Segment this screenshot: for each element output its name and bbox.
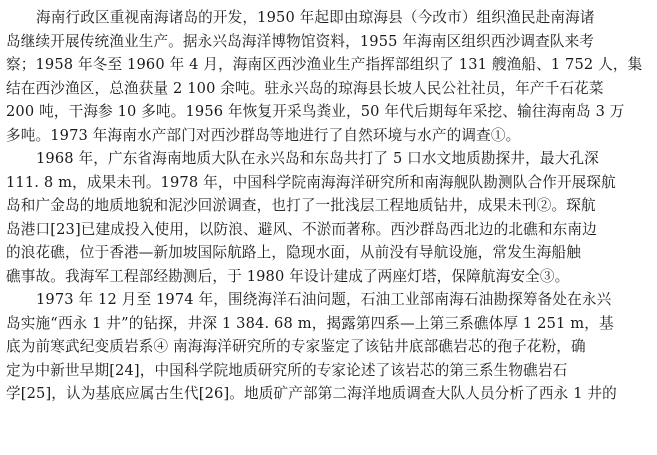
text-line: 111. 8 m，成果未刊。1978 年，中国科学院南海海洋研究所和南海舰队勘测队合作开展琛航 — [6, 173, 616, 191]
text-line: 岛实施“西永 1 井”的钻探，井深 1 384. 68 m，揭露第四系—上第三系礁体厚 1 251 m，基 — [6, 314, 614, 332]
text-line: 学[25]，认为基底应属古生代[26]。地质矿产部第二海洋地质调查大队人员分析了西永 1 井的 — [6, 385, 617, 402]
text-line: 1968 年，广东省海南地质大队在永兴岛和东岛共打了 5 口水文地质勘探井，最大孔深 — [36, 150, 599, 167]
text-line: 的浪花礁，位于香港—新加坡国际航路上，隐现水面，从前没有导航设施，常发生海船触 — [6, 244, 582, 261]
text-line: 200 吨，干海参 10 多吨。1956 年恢复开采鸟粪业，50 年代后期每年采挖、输往海南岛 3 万 — [6, 103, 625, 120]
text-line: 岛港口[23]已建成投入使用，以防浪、避风、不淤而著称。西沙群岛西北边的北礁和东南边 — [6, 220, 597, 238]
text-line: 结在西沙渔区，总渔获量 2 100 余吨。驻永兴岛的琼海县长坡人民公社社员，年产千石花菜 — [6, 79, 604, 97]
paragraph-3 — [6, 288, 645, 406]
text-line: 底为前寒武纪变质岩系④ 南海海洋研究所的专家鉴定了该钻井底部礁岩芯的孢子花粉，确 — [6, 338, 586, 355]
text-line: 多吨。1973 年海南水产部门对西沙群岛等地进行了自然环境与水产的调查①。 — [6, 126, 521, 144]
text-line: 1973 年 12 月至 1974 年，围绕海洋石油问题，石油工业部南海石油勘探筹备处在永兴 — [36, 291, 612, 308]
text-line: 岛和广金岛的地质地貌和泥沙回淤调查，也打了一批浅层工程地质钻井，成果未刊②。琛航 — [6, 197, 596, 214]
paragraph-1 — [6, 6, 645, 147]
text-line: 岛继续开展传统渔业生产。据永兴岛海洋博物馆资料，1955 年海南区组织西沙调查队来考 — [6, 32, 595, 50]
paragraph-2 — [6, 147, 645, 288]
text-line: 海南行政区重视南海诸岛的开发，1950 年起即由琼海县（今改市）组织渔民赴南海诸 — [36, 9, 595, 26]
text-line: 礁事故。我海军工程部经勘测后，于 1980 年设计建成了两座灯塔，保障航海安全③。 — [6, 267, 570, 285]
text-line: 定为中新世早期[24]，中国科学院地质研究所的专家论述了该岩芯的第三系生物礁岩石 — [6, 361, 568, 379]
text-line: 察；1958 年冬至 1960 年 4 月，海南区西沙渔业生产指挥部组织了 131 艘渔船、1 752 人，集 — [6, 56, 643, 73]
